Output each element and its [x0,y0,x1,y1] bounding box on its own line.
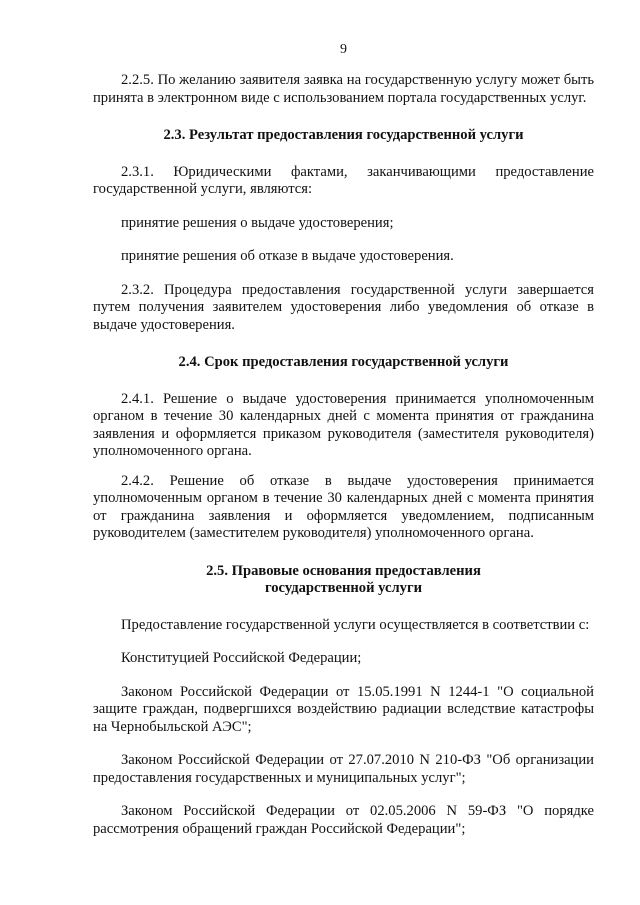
paragraph-2-4-2: 2.4.2. Решение об отказе в выдаче удостоверения принимается уполномоченным органом в течение 30 календарных дней с момента принятия от гражданина заявления и оформляется уведомлением, подписанным руководителем (заместителем руководителя) уполномоченного органа. [93,472,594,541]
law-59-fz: Законом Российской Федерации от 02.05.2006 N 59-ФЗ "О порядке рассмотрения обращений граждан Российской Федерации"; [93,803,594,837]
list-item-decision-issue: принятие решения о выдаче удостоверения; [121,214,394,231]
paragraph-2-2-5: 2.2.5. По желанию заявителя заявка на государственную услугу может быть принята в электронном виде с использованием портала государственных услуг. [93,72,594,106]
heading-2-5-line2: государственной услуги [264,580,423,596]
paragraph-2-3-2: 2.3.2. Процедура предоставления государственной услуги завершается путем получения заявителем удостоверения либо уведомления об отказе в выдаче удостоверения. [93,281,594,333]
heading-2-5-line1: 2.5. Правовые основания предоставления [206,562,481,579]
law-1244-1: Законом Российской Федерации от 15.05.1991 N 1244-1 "О социальной защите граждан, подвергшихся воздействию радиации вследствие катастрофы на Чернобыльской АЭС"; [93,683,594,735]
list-item-decision-refusal: принятие решения об отказе в выдаче удостоверения. [121,248,454,264]
law-constitution: Конституцией Российской Федерации; [121,650,362,666]
paragraph-2-4-1: 2.4.1. Решение о выдаче удостоверения принимается уполномоченным органом в течение 30 календарных дней с момента принятия от гражданина заявления и оформляется приказом руководителя (заместителя руководителя) уполномоченного органа. [93,390,594,459]
heading-2-3: 2.3. Результат предоставления государственной услуги [163,127,524,143]
law-210-fz: Законом Российской Федерации от 27.07.2010 N 210-ФЗ "Об организации предоставления государственных и муниципальных услуг"; [93,752,594,786]
heading-2-5 [93,563,594,598]
page-number: 9 [340,42,347,57]
paragraph-2-5-intro: Предоставление государственной услуги осуществляется в соответствии с: [121,616,590,633]
heading-2-4: 2.4. Срок предоставления государственной услуги [178,354,509,370]
paragraph-2-3-1: 2.3.1. Юридическими фактами, заканчивающими предоставление государственной услуги, являются: [93,163,594,197]
